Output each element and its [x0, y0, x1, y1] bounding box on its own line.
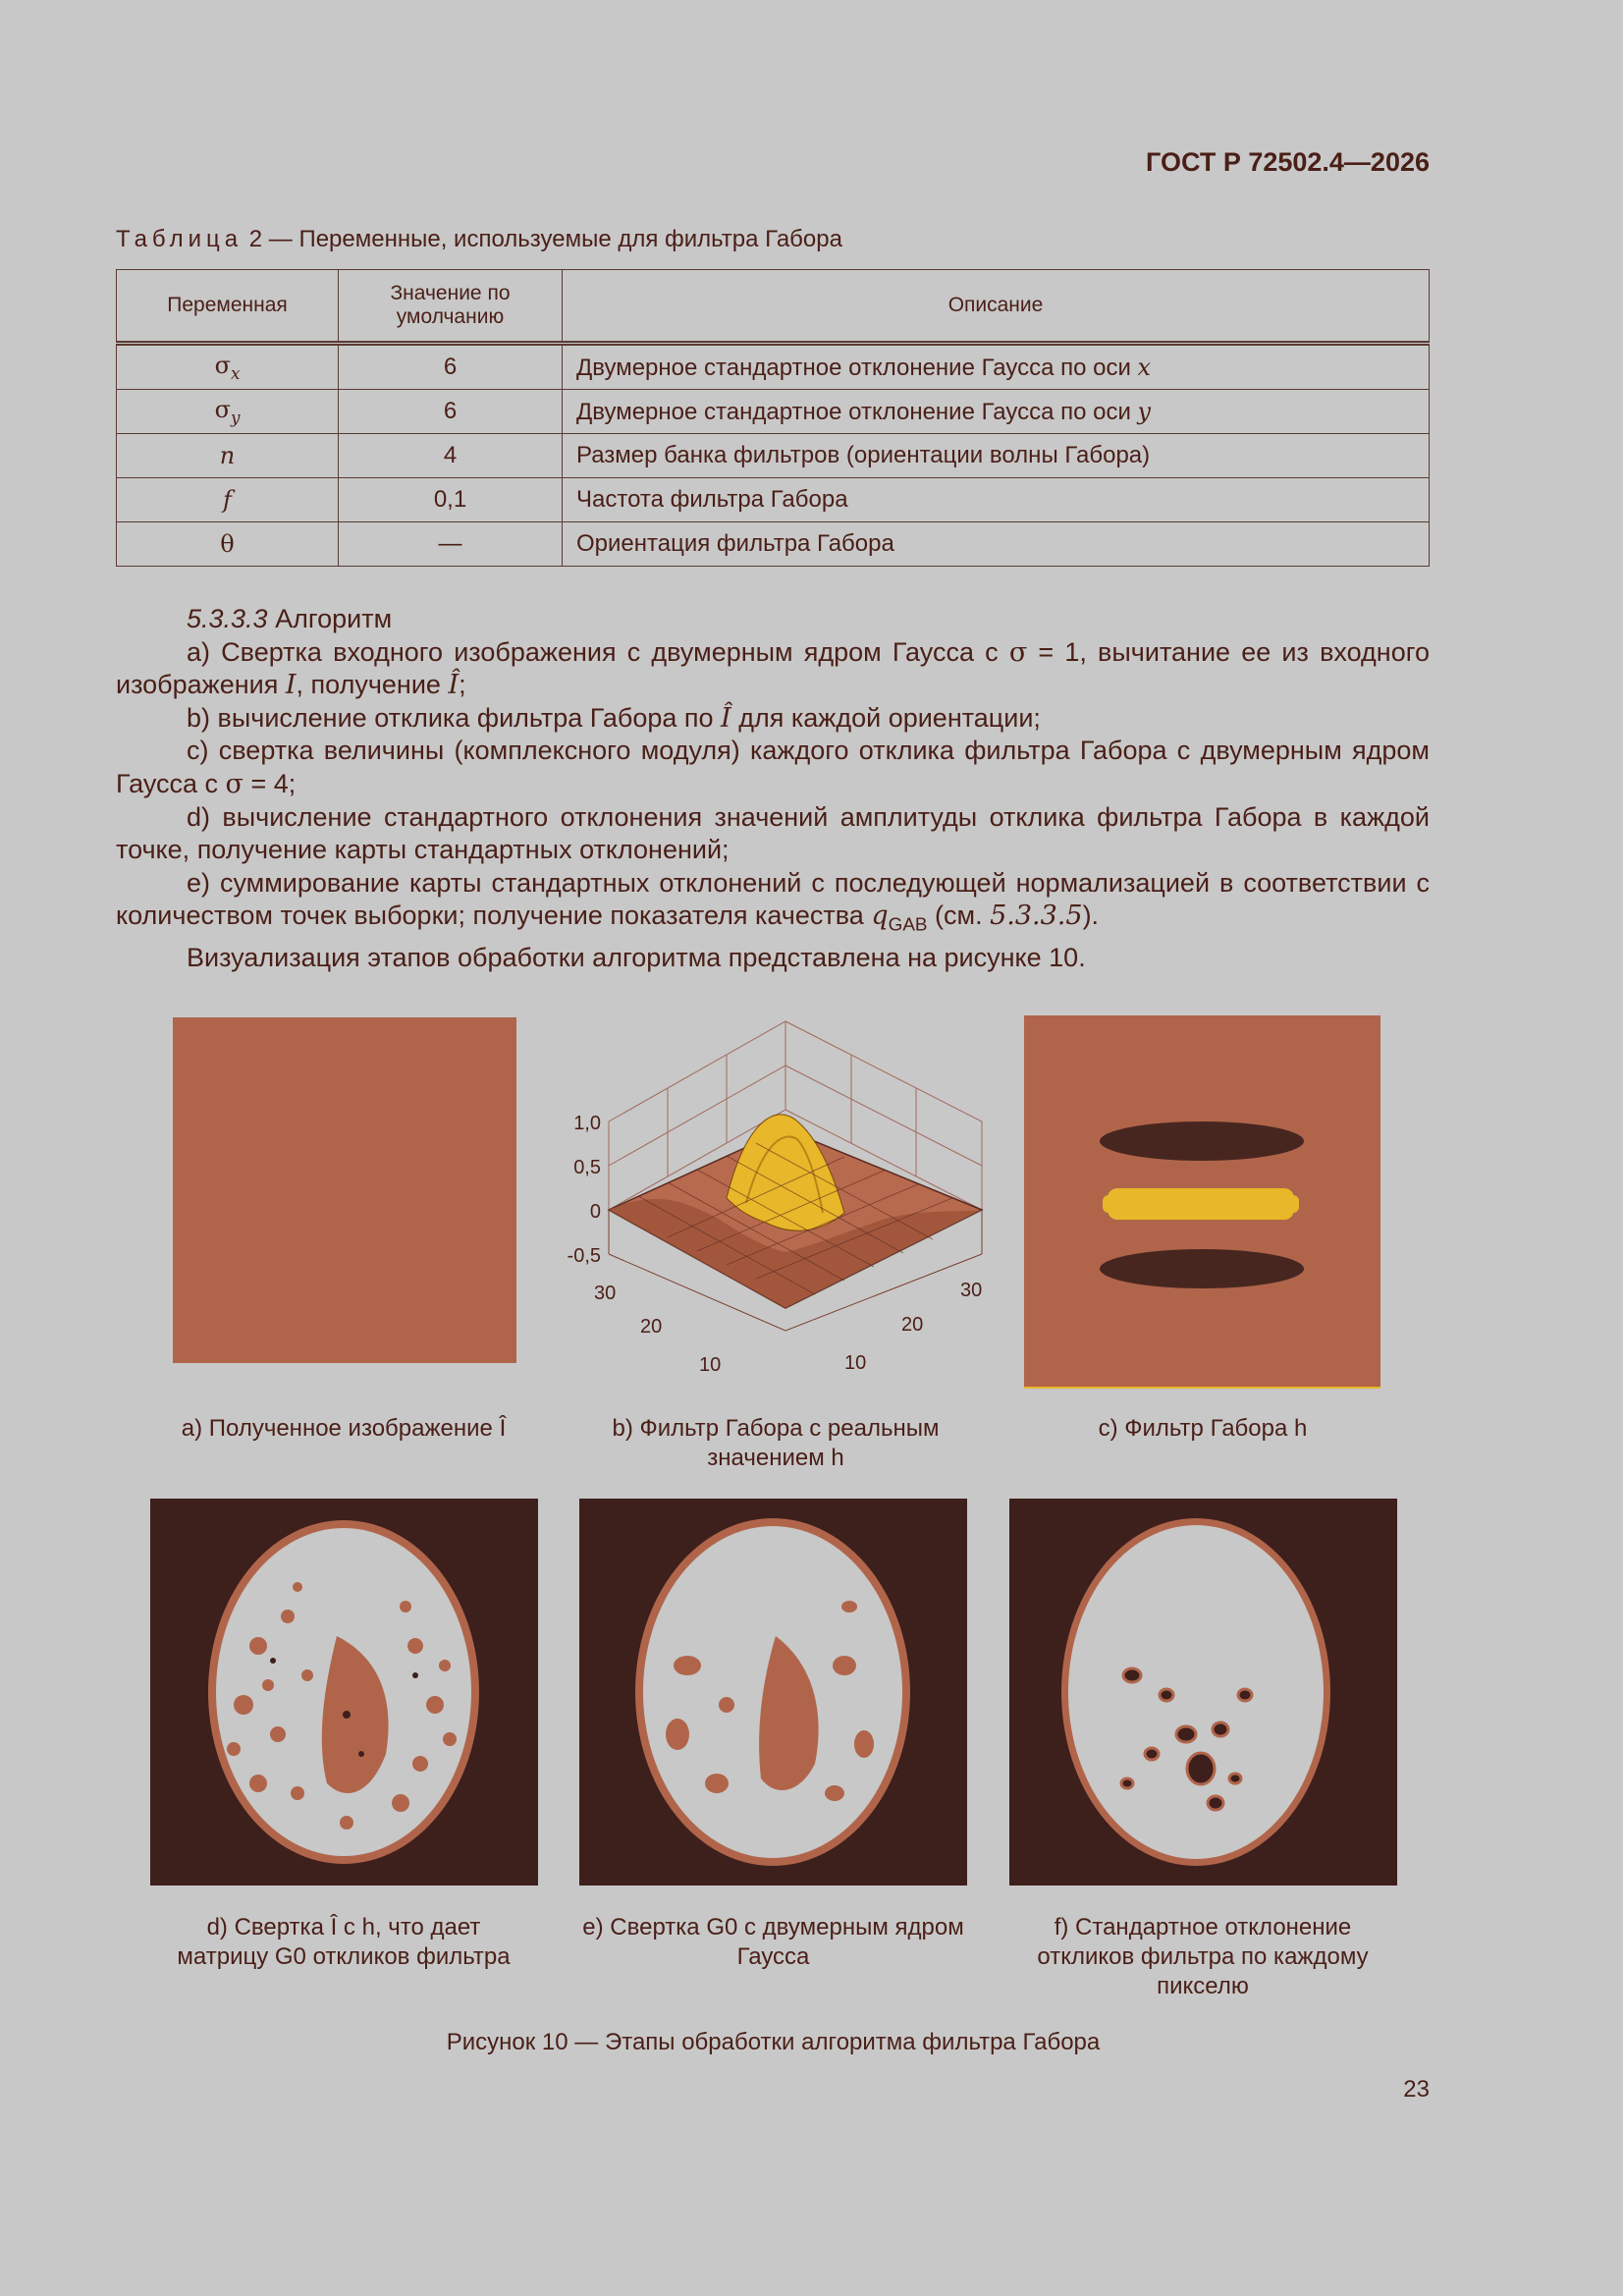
algorithm-section [116, 603, 1430, 975]
default-cell: — [339, 522, 563, 567]
section-heading [116, 603, 1430, 636]
caption-d-line1: d) Свертка Î с h, что дает [206, 1914, 481, 1941]
y-tick-label: 20 [901, 1314, 924, 1336]
panel-d-convolution [150, 1499, 538, 1886]
algorithm-step: b) вычисление отклика фильтра Габора по Î для каждой ориентации; [187, 702, 1041, 734]
default-cell: 4 [339, 434, 563, 478]
caption-a [157, 1414, 530, 1444]
variables-table [116, 269, 1430, 567]
caption-d [147, 1913, 540, 1972]
caption-e-line1: е) Свертка G0 с двумерным ядром [582, 1914, 964, 1941]
table-row [117, 390, 1430, 434]
table-caption-text: 2 — Переменные, используемые для фильтра Габора [243, 226, 842, 252]
panel-e-gaussian-convolution [579, 1499, 967, 1886]
table-caption-word: Таблица [116, 226, 243, 252]
figure-title: Рисунок 10 — Этапы обработки алгоритма фильтра Габора [446, 2029, 1101, 2055]
panel-a-image [173, 1017, 516, 1363]
algorithm-step: d) вычисление стандартного отклонения значений амплитуды отклика фильтра Габора в каждой точке, получение карты стандартных отклонений; [116, 801, 1430, 865]
table-row [117, 522, 1430, 567]
table-header-row [117, 270, 1430, 344]
y-tick-label: 10 [844, 1352, 867, 1374]
desc-cell: Размер банка фильтров (ориентации волны Габора) [563, 434, 1430, 478]
algorithm-step: а) Свертка входного изображения с двумерным ядром Гаусса с σ = 1, вычитание ее из входного изображения I, получение Î; [116, 636, 1430, 701]
caption-f-line2: откликов фильтра по каждому [1037, 1943, 1369, 1970]
caption-c-text: с) Фильтр Габора h [1098, 1415, 1308, 1442]
caption-c [1026, 1414, 1380, 1444]
var-symbol: θ [220, 529, 235, 558]
caption-b [579, 1414, 972, 1473]
panel-c-gabor-filter [1024, 1015, 1380, 1389]
algorithm-step: е) суммирование карты стандартных отклонений с последующей нормализацией в соответствии с количеством точек выборки; получение показателя качества $q_{GAB}$ (см. 5.3.3.5). [116, 867, 1430, 936]
default-cell: 0,1 [339, 478, 563, 522]
z-tick-label: 0,5 [573, 1157, 601, 1178]
x-tick-label: 30 [594, 1283, 617, 1304]
table-row [117, 344, 1430, 390]
default-cell: 6 [339, 344, 563, 390]
document-id: ГОСТ Р 72502.4—2026 [1146, 147, 1430, 177]
y-tick-label: 30 [960, 1280, 983, 1301]
var-cell [117, 478, 339, 522]
var-cell [117, 522, 339, 567]
desc-cell: Частота фильтра Габора [563, 478, 1430, 522]
section-title: Алгоритм [267, 604, 393, 633]
caption-f [1006, 1913, 1399, 2001]
desc-cell: Двумерное стандартное отклонение Гаусса по оси y [563, 390, 1430, 434]
var-cell [117, 344, 339, 390]
table-caption [116, 226, 842, 253]
col-header-variable: Переменная [117, 270, 339, 344]
caption-f-line3: пикселю [1157, 1973, 1249, 1999]
table-row [117, 434, 1430, 478]
var-symbol: $\sigma_y$ [214, 396, 241, 427]
algorithm-step: с) свертка величины (комплексного модуля) каждого отклика фильтра Габора с двумерным ядром Гаусса с σ = 4; [116, 736, 1430, 799]
page-number: 23 [1403, 2076, 1430, 2103]
caption-d-line2: матрицу G0 откликов фильтра [177, 1943, 511, 1970]
col-header-description: Описание [563, 270, 1430, 344]
default-cell: 6 [339, 390, 563, 434]
section-number: 5.3.3.3 [187, 604, 268, 633]
z-tick-label: 0 [589, 1201, 601, 1223]
caption-f-line1: f) Стандартное отклонение [1054, 1914, 1352, 1941]
panel-b-surface-plot [550, 1011, 1001, 1394]
var-symbol: f [223, 485, 232, 514]
caption-e [565, 1913, 982, 1972]
panel-f-standard-deviation [1009, 1499, 1397, 1886]
x-tick-label: 20 [640, 1316, 663, 1338]
figure-reference: Визуализация этапов обработки алгоритма представлена на рисунке 10. [187, 943, 1086, 973]
var-symbol: $\sigma_x$ [214, 352, 241, 383]
var-symbol: n [219, 441, 236, 469]
var-cell [117, 434, 339, 478]
z-tick-label: 1,0 [573, 1113, 601, 1134]
caption-b-line1: b) Фильтр Габора с реальным [612, 1415, 940, 1442]
caption-b-line2: значением h [707, 1445, 844, 1471]
caption-e-line2: Гаусса [736, 1943, 810, 1970]
desc-cell: Двумерное стандартное отклонение Гаусса по оси x [563, 344, 1430, 390]
caption-a-text: а) Полученное изображение Î [181, 1415, 507, 1442]
z-tick-label: -0,5 [567, 1245, 601, 1267]
var-cell [117, 390, 339, 434]
col-header-default: Значение по умолчанию [339, 270, 563, 344]
desc-cell: Ориентация фильтра Габора [563, 522, 1430, 567]
table-row [117, 478, 1430, 522]
x-tick-label: 10 [699, 1354, 722, 1376]
